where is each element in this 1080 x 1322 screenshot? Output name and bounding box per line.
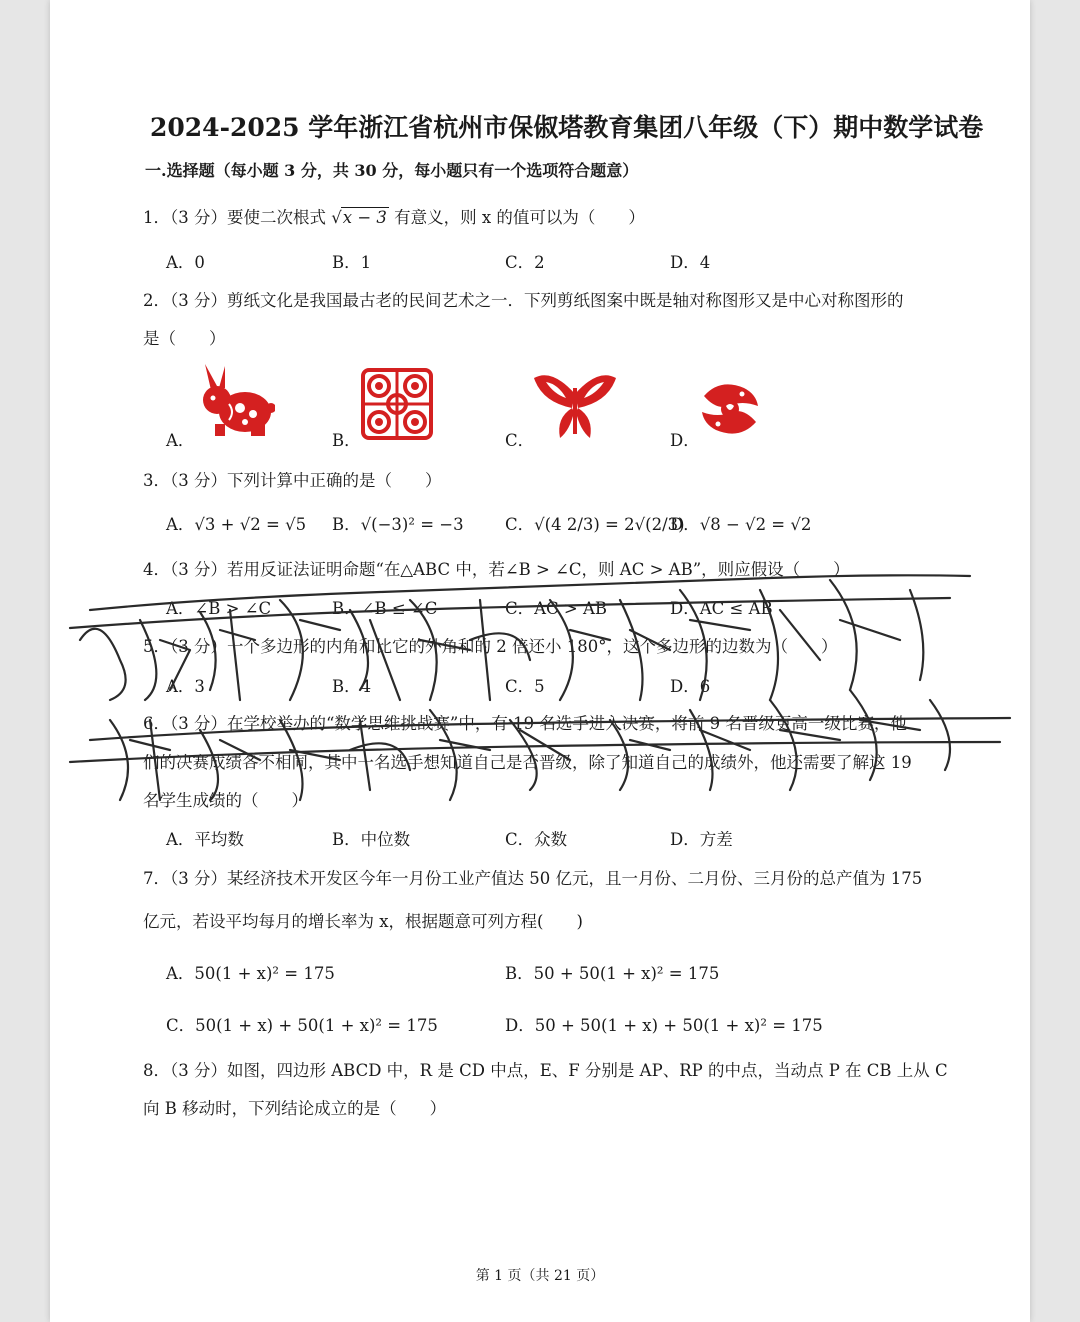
question-6-option-d[interactable]: D．方差 <box>670 830 733 849</box>
question-1-radicand: x − 3 <box>342 208 387 227</box>
question-7-option-b[interactable]: B．50 + 50(1 + x)² = 175 <box>505 964 720 983</box>
rabbit-papercut-icon <box>195 362 275 440</box>
page-title: 2024-2025 学年浙江省杭州市保俶塔教育集团八年级（下）期中数学试卷 <box>150 113 984 142</box>
question-2-option-b[interactable]: B． <box>332 431 361 450</box>
question-1-pre: 1．（3 分）要使二次根式 <box>143 208 326 227</box>
question-5-option-a[interactable]: A．3 <box>166 677 205 696</box>
question-4-option-c[interactable]: C．AC > AB <box>505 599 608 618</box>
question-4-option-d[interactable]: D．AC ≤ AB <box>670 599 773 618</box>
question-1-option-d[interactable]: D．4 <box>670 253 711 272</box>
question-5-option-b[interactable]: B．4 <box>332 677 372 696</box>
question-6-line-2: 们的决赛成绩各不相同，其中一名选手想知道自己是否晋级，除了知道自己的成绩外，他还需要了解这 19 <box>143 753 912 772</box>
question-5-stem: 5．（3 分）一个多边形的内角和比它的外角和的 2 倍还小 180°，这个多边形的边数为（ ） <box>143 637 838 656</box>
question-3-option-b[interactable]: B．√(−3)² = −3 <box>332 515 464 534</box>
question-3-option-d[interactable]: D．√8 − √2 = √2 <box>670 515 812 534</box>
exam-page <box>50 0 1030 1322</box>
question-2-option-d[interactable]: D． <box>670 431 700 450</box>
section-heading: 一.选择题（每小题 3 分，共 30 分，每小题只有一个选项符合题意） <box>145 161 639 180</box>
question-7-option-a[interactable]: A．50(1 + x)² = 175 <box>166 964 335 983</box>
question-4-stem: 4．（3 分）若用反证法证明命题“在△ABC 中，若∠B > ∠C，则 AC > AB”，则应假设（ ） <box>143 560 850 579</box>
question-1-stem: 1．（3 分）要使二次根式 √x − 3 有意义，则 x 的值可以为（ ） <box>143 208 645 227</box>
question-3-option-a[interactable]: A．√3 + √2 = √5 <box>166 515 307 534</box>
question-5-option-d[interactable]: D．6 <box>670 677 711 696</box>
question-6-option-a[interactable]: A．平均数 <box>166 830 244 849</box>
question-6-option-b[interactable]: B．中位数 <box>332 830 411 849</box>
question-1-post: 有意义，则 x 的值可以为（ ） <box>394 208 645 227</box>
question-8-line-1: 8．（3 分）如图，四边形 ABCD 中，R 是 CD 中点，E、F 分别是 AP、RP 的中点，当动点 P 在 CB 上从 C <box>143 1061 948 1080</box>
question-7-line-1: 7．（3 分）某经济技术开发区今年一月份工业产值达 50 亿元，且一月份、二月份、三月份的总产值为 175 <box>143 869 923 888</box>
butterfly-papercut-icon <box>532 372 618 444</box>
question-4-option-a[interactable]: A．∠B > ∠C <box>166 599 272 618</box>
question-1-option-a[interactable]: A．0 <box>166 253 205 272</box>
question-2-line-2: 是（ ） <box>143 329 226 348</box>
question-1-option-c[interactable]: C．2 <box>505 253 545 272</box>
question-6-line-1: 6．（3 分）在学校举办的“数学思维挑战赛”中，有 19 名选手进入决赛，将前 9 名晋级更高一级比赛，他 <box>143 714 907 733</box>
fish-papercut-icon <box>698 376 762 442</box>
question-6-line-3: 名学生成绩的（ ） <box>143 791 308 810</box>
question-2-line-1: 2．（3 分）剪纸文化是我国最古老的民间艺术之一．下列剪纸图案中既是轴对称图形又是中心对称图形的 <box>143 291 904 310</box>
question-3-option-c[interactable]: C．√(4 2/3) = 2√(2/3) <box>505 515 685 534</box>
question-4-option-b[interactable]: B．∠B ≤ ∠C <box>332 599 438 618</box>
handwriting-scribble-overlay <box>50 0 1030 1322</box>
question-6-option-c[interactable]: C．众数 <box>505 830 568 849</box>
question-8-line-2: 向 B 移动时，下列结论成立的是（ ） <box>143 1099 447 1118</box>
question-2-option-c[interactable]: C． <box>505 431 535 450</box>
question-1-option-b[interactable]: B．1 <box>332 253 372 272</box>
ornament-papercut-icon <box>359 366 435 442</box>
question-7-option-d[interactable]: D．50 + 50(1 + x) + 50(1 + x)² = 175 <box>505 1016 823 1035</box>
question-7-line-2: 亿元，若设平均每月的增长率为 x，根据题意可列方程( ) <box>143 912 583 931</box>
question-7-option-c[interactable]: C．50(1 + x) + 50(1 + x)² = 175 <box>166 1016 438 1035</box>
question-2-option-a[interactable]: A． <box>166 431 195 450</box>
page-footer: 第 1 页（共 21 页） <box>475 1268 605 1284</box>
question-5-option-c[interactable]: C．5 <box>505 677 545 696</box>
question-3-stem: 3．（3 分）下列计算中正确的是（ ） <box>143 471 442 490</box>
